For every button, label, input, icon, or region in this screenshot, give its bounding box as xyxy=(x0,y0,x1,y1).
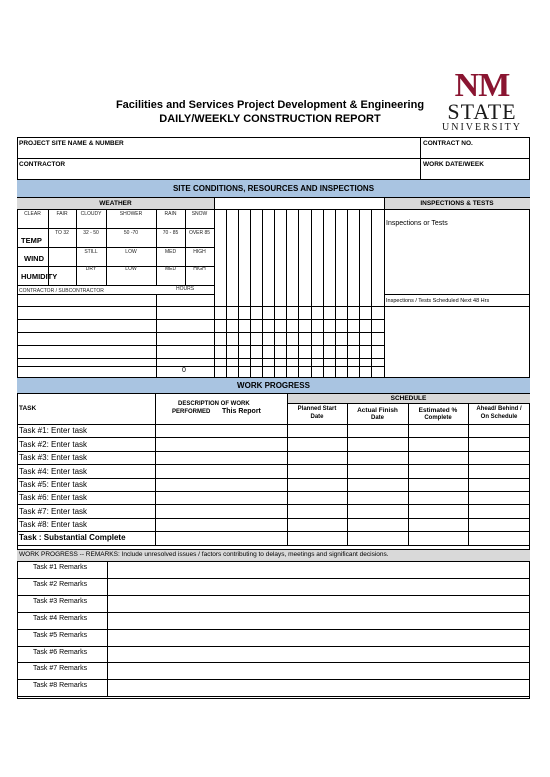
task-row-1[interactable]: Task #1: Enter task xyxy=(19,426,88,435)
remark-label-3: Task #3 Remarks xyxy=(33,598,88,605)
desc-col-header-line2a: PERFORMED xyxy=(172,409,211,415)
remark-label-2: Task #2 Remarks xyxy=(33,581,88,588)
humidity-label: HUMIDITY xyxy=(21,272,58,281)
temp-range-4: 70 - 85 xyxy=(162,230,179,236)
desc-col-header-line1: DESCRIPTION OF WORK xyxy=(178,401,250,407)
planned-start-header-date: Date xyxy=(310,414,324,420)
project-site-label: PROJECT SITE NAME & NUMBER xyxy=(19,140,124,147)
task-col-header: TASK xyxy=(19,405,37,412)
inspections-header: INSPECTIONS & TESTS xyxy=(384,198,530,209)
wind-label: WIND xyxy=(24,254,44,263)
remark-label-5: Task #5 Remarks xyxy=(33,632,88,639)
humidity-med: MED xyxy=(164,266,177,272)
estimated-header: Estimated % xyxy=(418,407,458,414)
task-row-8[interactable]: Task #8: Enter task xyxy=(19,520,88,529)
remark-label-7: Task #7 Remarks xyxy=(33,665,88,672)
humidity-dry: DRY xyxy=(85,266,97,272)
task-row-6[interactable]: Task #6: Enter task xyxy=(19,493,88,502)
estimated-header-complete: Complete xyxy=(424,415,452,421)
on-schedule-header: On Schedule xyxy=(480,414,518,420)
sky-snow: SNOW xyxy=(191,211,208,217)
task-substantial-complete[interactable]: Task : Substantial Complete xyxy=(19,533,126,542)
remark-label-1: Task #1 Remarks xyxy=(33,564,88,571)
wind-med: MED xyxy=(164,249,177,255)
humidity-low: LOW xyxy=(125,266,137,272)
sky-cloudy: CLOUDY xyxy=(80,211,102,217)
contractor-sub-label: CONTRACTOR / SUBCONTRACTOR xyxy=(19,288,104,294)
remark-label-4: Task #4 Remarks xyxy=(33,615,88,622)
logo-university: UNIVERSITY xyxy=(442,122,522,133)
work-date-label: WORK DATE/WEEK xyxy=(423,161,484,168)
logo-nm: NM xyxy=(454,67,510,104)
ahead-behind-header: Ahead/ Behind / xyxy=(476,406,522,412)
temp-range-3: 50 -70 xyxy=(123,230,139,236)
temp-label: TEMP xyxy=(21,236,42,245)
remarks-header: WORK PROGRESS -- REMARKS: Include unresolved issues / factors contributing to delays, meetings and significant decisions. xyxy=(19,551,389,558)
wind-still: STILL xyxy=(84,249,98,255)
desc-col-header-line2b: This Report xyxy=(222,408,261,415)
task-row-3[interactable]: Task #3: Enter task xyxy=(19,453,88,462)
sky-clear: CLEAR xyxy=(24,211,41,217)
actual-finish-header-date: Date xyxy=(370,415,384,421)
sky-rain: RAIN xyxy=(164,211,177,217)
inspections-or-tests-label: Inspections or Tests xyxy=(386,220,448,227)
hours-total: 0 xyxy=(182,367,186,374)
task-row-5[interactable]: Task #5: Enter task xyxy=(19,480,88,489)
report-org-title: Facilities and Services Project Development & Engineering xyxy=(115,99,425,111)
wind-low: LOW xyxy=(125,249,137,255)
sky-fair: FAIR xyxy=(56,211,68,217)
task-row-7[interactable]: Task #7: Enter task xyxy=(19,507,88,516)
weather-header: WEATHER xyxy=(17,198,214,209)
actual-finish-header: Actual Finish xyxy=(357,407,398,414)
work-progress-header: WORK PROGRESS xyxy=(17,377,530,394)
humidity-high: HIGH xyxy=(193,266,206,272)
hours-label: HOURS xyxy=(175,286,195,292)
temp-range-1: TO 32 xyxy=(55,230,69,236)
schedule-header: SCHEDULE xyxy=(287,394,530,403)
report-title: DAILY/WEEKLY CONSTRUCTION REPORT xyxy=(159,113,381,125)
sky-shower: SHOWER xyxy=(119,211,143,217)
task-row-4[interactable]: Task #4: Enter task xyxy=(19,467,88,476)
remark-label-8: Task #8 Remarks xyxy=(33,682,88,689)
temp-range-2: 32 - 50 xyxy=(83,230,99,236)
site-conditions-header: SITE CONDITIONS, RESOURCES AND INSPECTIONS xyxy=(17,179,530,198)
planned-start-header: Planned Start xyxy=(297,406,337,412)
temp-range-5: OVER 85 xyxy=(188,230,211,236)
remark-label-6: Task #6 Remarks xyxy=(33,649,88,656)
contractor-label: CONTRACTOR xyxy=(19,161,66,168)
contract-no-label: CONTRACT NO. xyxy=(423,140,473,147)
inspections-scheduled-label: Inspections / Tests Scheduled Next 48 Hrs xyxy=(386,298,490,304)
task-row-2[interactable]: Task #2: Enter task xyxy=(19,440,88,449)
logo-state: STATE xyxy=(447,99,517,124)
wind-high: HIGH xyxy=(193,249,206,255)
nmsu-logo xyxy=(432,67,532,133)
